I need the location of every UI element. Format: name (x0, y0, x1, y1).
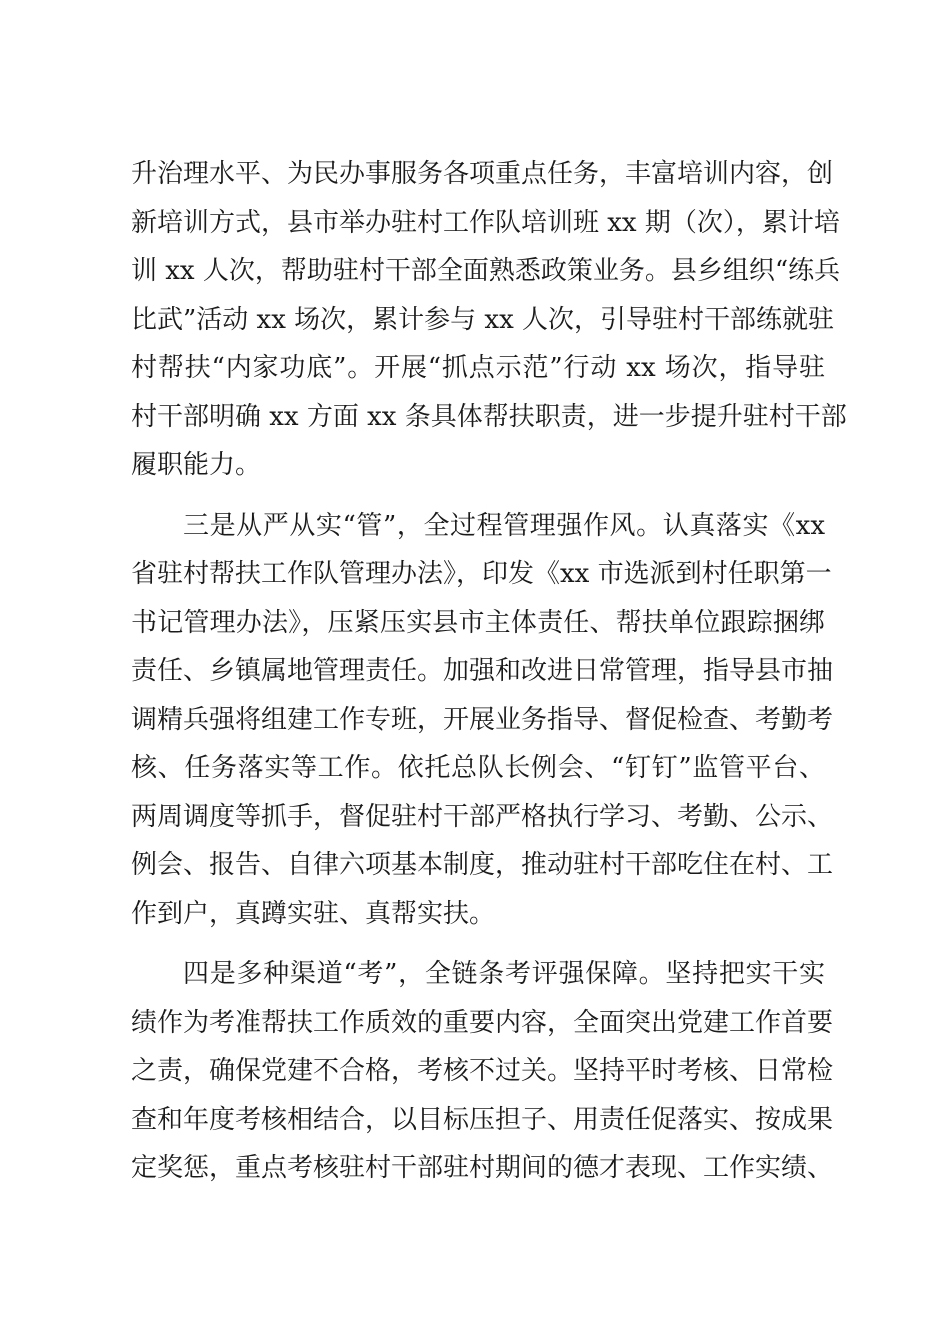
document-body (131, 150, 847, 1193)
text-line: 书记管理办法》，压紧压实县市主体责任、帮扶单位跟踪捆绑 (131, 607, 825, 638)
text-line: 升治理水平、为民办事服务各项重点任务，丰富培训内容，创 (131, 159, 834, 189)
text-line: 绩作为考准帮扶工作质效的重要内容，全面突出党建工作首要 (131, 1007, 834, 1038)
text-line: 四是多种渠道“考”，全链条考评强保障。坚持把实干实 (183, 959, 825, 989)
text-line: 作到户，真蹲实驻、真帮实扶。 (131, 898, 496, 929)
text-line: 查和年度考核相结合，以目标压担子、用责任促落实、按成果 (131, 1104, 834, 1135)
text-line: 三是从严从实“管”，全过程管理强作风。认真落实《xx (183, 510, 825, 541)
text-line: 核、任务落实等工作。依托总队长例会、“钉钉”监管平台、 (131, 753, 825, 783)
text-line: 履职能力。 (131, 450, 262, 480)
text-line: 省驻村帮扶工作队管理办法》，印发《xx 市选派到村任职第一 (131, 559, 832, 589)
text-line: 村干部明确 xx 方面 xx 条具体帮扶职责，进一步提升驻村干部 (131, 401, 847, 432)
text-line: 村帮扶“内家功底”。开展“抓点示范”行动 xx 场次，指导驻 (131, 353, 825, 383)
text-line: 比武”活动 xx 场次，累计参与 xx 人次，引导驻村干部练就驻 (131, 304, 835, 335)
text-line: 新培训方式，县市举办驻村工作队培训班 xx 期（次），累计培 (131, 207, 840, 238)
paragraph-assessment (131, 950, 834, 1193)
text-line: 定奖惩，重点考核驻村干部驻村期间的德才表现、工作实绩、 (131, 1153, 834, 1183)
text-line: 训 xx 人次，帮助驻村干部全面熟悉政策业务。县乡组织“练兵 (131, 256, 841, 286)
text-line: 调精兵强将组建工作专班，开展业务指导、督促检查、考勤考 (131, 704, 834, 735)
text-line: 例会、报告、自律六项基本制度，推动驻村干部吃住在村、工 (131, 850, 834, 880)
text-line: 两周调度等抓手，督促驻村干部严格执行学习、考勤、公示、 (131, 801, 834, 832)
paragraph-management (131, 502, 834, 939)
text-line: 责任、乡镇属地管理责任。加强和改进日常管理，指导县市抽 (131, 656, 834, 686)
paragraph-training (131, 150, 847, 490)
text-line: 之责，确保党建不合格，考核不过关。坚持平时考核、日常检 (131, 1056, 834, 1086)
